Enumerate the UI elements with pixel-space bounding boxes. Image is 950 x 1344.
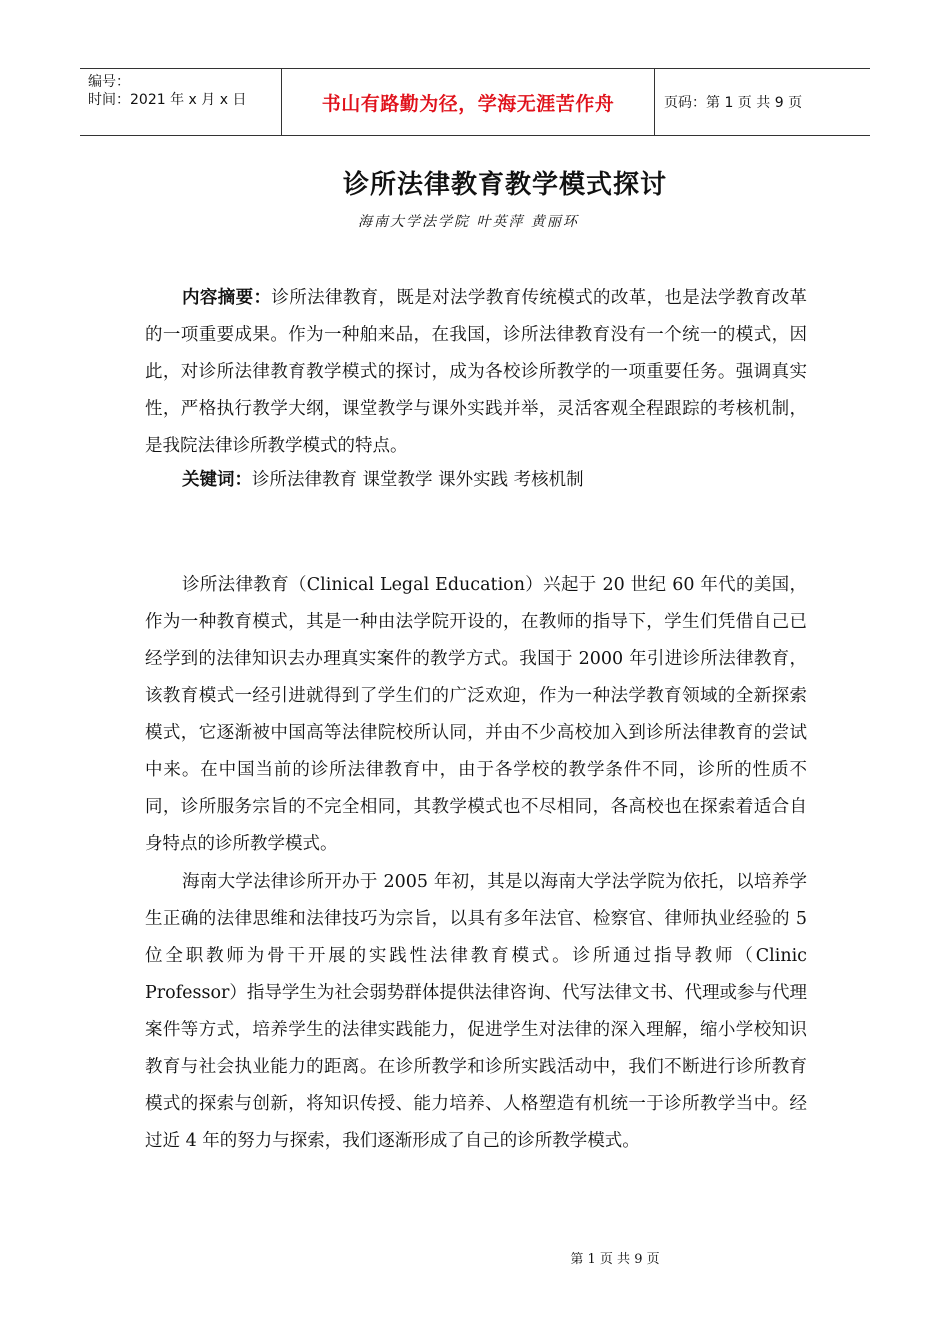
footer-page-number: 第 1 页 共 9 页 (570, 1252, 660, 1267)
document-title-wrap (0, 164, 950, 201)
header-motto-cell (281, 69, 655, 135)
body-paragraph-1: 诊所法律教育（Clinical Legal Education）兴起于 20 世纪 60 年代的美国，作为一种教育模式，其是一种由法学院开设的，在教师的指导下，学生们凭借自己已经学到的法律知识去办理真实案件的教学方式。我国于 2000 年引进诊所法律教育，该教育模式一经引进就得到了学生们的广泛欢迎，作为一种法学教育领域的全新探索模式，它逐渐被中国高等法律院校所认同，并由不少高校加入到诊所法律教育的尝试中来。在中国当前的诊所法律教育中，由于各学校的教学条件不同，诊所的性质不同，诊所服务宗旨的不完全相同，其教学模式也不尽相同，各高校也在探索着适合自身特点的诊所教学模式。 (145, 575, 807, 854)
header-page-code: 页码：第 1 页 共 9 页 (664, 95, 803, 111)
time-label: 时间：2021 年 x 月 x 日 (88, 92, 247, 108)
body-paragraph-2: 海南大学法律诊所开办于 2005 年初，其是以海南大学法学院为依托，以培养学生正确的法律思维和法律技巧为宗旨，以具有多年法官、检察官、律师执业经验的 5 位全职教师为骨干开展的实践性法律教育模式。诊所通过指导教师（Clinic Professor）指导学生为社会弱势群体提供法律咨询、代写法律文书、代理或参与代理案件等方式，培养学生的法律实践能力，促进学生对法律的深入理解，缩小学校知识教育与社会执业能力的距离。在诊所教学和诊所实践活动中，我们不断进行诊所教育模式的探索与创新，将知识传授、能力培养、人格塑造有机统一于诊所教学当中。经过近 4 年的努力与探索，我们逐渐形成了自己的诊所教学模式。 (145, 872, 807, 1151)
abstract-text: 诊所法律教育，既是对法学教育传统模式的改革，也是法学教育改革的一项重要成果。作为一种舶来品，在我国，诊所法律教育没有一个统一的模式，因此，对诊所法律教育教学模式的探讨，成为各校诊所教学的一项重要任务。强调真实性，严格执行教学大纲，课堂教学与课外实践并举，灵活客观全程跟踪的考核机制，是我院法律诊所教学模式的特点。 (145, 288, 808, 456)
header-meta (80, 69, 281, 135)
abstract-paragraph (145, 280, 807, 465)
number-label: 编号： (88, 74, 130, 90)
keywords-label: 关键词： (182, 470, 252, 490)
keywords-text: 诊所法律教育 课堂教学 课外实践 考核机制 (252, 470, 584, 490)
header-motto: 书山有路勤为径，学海无涯苦作舟 (321, 92, 615, 115)
abstract-label: 内容摘要： (182, 288, 272, 308)
page-footer (0, 1248, 950, 1267)
author-line: 海南大学法学院 叶英萍 黄丽环 (358, 214, 579, 230)
document-title: 诊所法律教育教学模式探讨 (342, 170, 667, 200)
keywords-paragraph (145, 462, 807, 499)
document-header (80, 68, 870, 136)
